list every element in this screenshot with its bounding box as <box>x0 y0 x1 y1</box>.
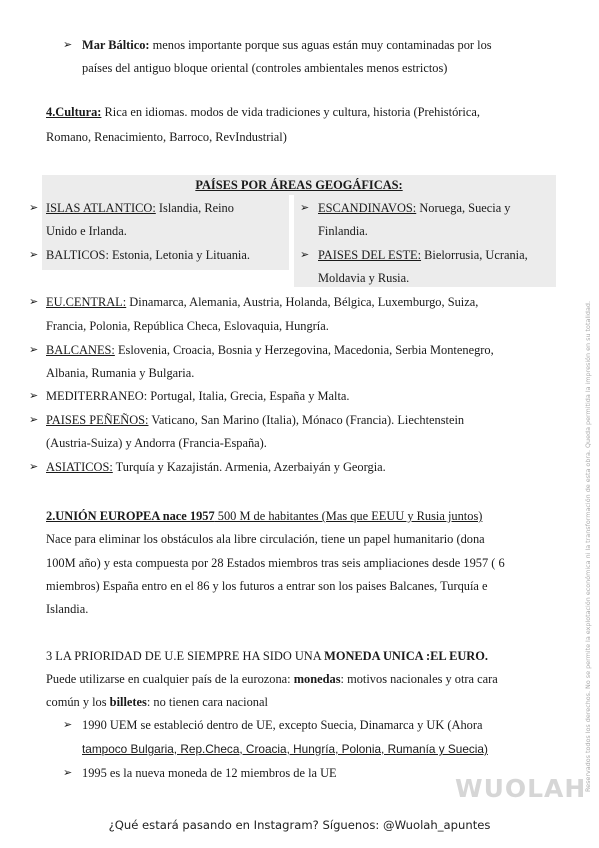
baltic-sea-line-1 <box>82 37 492 53</box>
currency-text: común y los <box>46 695 110 709</box>
area-label: PAISES PEÑEÑOS: <box>46 413 149 427</box>
area-text: Eslovenia, Croacia, Bosnia y Herzegovina, Macedonia, Serbia Montenegro, <box>114 343 494 357</box>
currency-bullet-1995: 1995 es la nueva moneda de 12 miembros de la UE <box>82 766 337 780</box>
eu-heading-bold: 2.UNIÓN EUROPEA nace 1957 <box>46 509 215 523</box>
area-text: Vaticano, San Marino (Italia), Mónaco (Francia). Liechtenstein <box>148 413 465 427</box>
area-text: Dinamarca, Alemania, Austria, Holanda, Bélgica, Luxemburgo, Suiza, <box>126 295 479 309</box>
currency-line-2 <box>46 694 268 710</box>
currency-line-1 <box>46 671 498 687</box>
currency-bullet-1990-cont: tampoco Bulgaria, Rep.Checa, Croacia, Hungría, Polonia, Rumanía y Suecia) <box>82 742 488 756</box>
arrow-bullet-icon: ➢ <box>29 460 39 473</box>
currency-text: : motivos nacionales y otra cara <box>340 672 498 686</box>
area-label: BALTICOS: <box>46 248 109 262</box>
area-item-scandinavia-cont: Finlandia. <box>318 224 368 238</box>
culture-heading: 4.Cultura: <box>46 105 102 119</box>
area-item-central-cont: Francia, Polonia, República Checa, Eslovaquia, Hungría. <box>46 319 329 333</box>
arrow-bullet-icon: ➢ <box>29 201 39 214</box>
area-label: ESCANDINAVOS: <box>318 201 417 215</box>
area-item-east-cont: Moldavia y Rusia. <box>318 271 410 285</box>
culture-paragraph-line-1 <box>46 104 480 120</box>
area-label: BALCANES: <box>46 343 115 357</box>
eu-heading <box>46 508 482 524</box>
area-item-asian <box>46 459 386 475</box>
eu-paragraph-line: 100M año) y esta compuesta por 28 Estados miembros tras seis ampliaciones desde 1957 ( 6 <box>46 556 505 570</box>
arrow-bullet-icon: ➢ <box>63 766 73 779</box>
area-item-small-cont: (Austria-Suiza) y Andorra (Francia-España). <box>46 436 267 450</box>
area-item-balkans <box>46 342 494 358</box>
arrow-bullet-icon: ➢ <box>63 718 73 731</box>
area-item-central <box>46 294 478 310</box>
currency-heading <box>46 648 488 664</box>
currency-heading-b: MONEDA UNICA :EL EURO. <box>324 649 488 663</box>
area-text: Bielorrusia, Ucrania, <box>421 248 528 262</box>
currency-text: Puede utilizarse en cualquier país de la eurozona: <box>46 672 294 686</box>
area-item-atlantic <box>46 200 234 216</box>
currency-coins: monedas <box>293 672 341 686</box>
area-label: EU.CENTRAL: <box>46 295 127 309</box>
currency-bills: billetes <box>109 695 147 709</box>
baltic-sea-line-2: países del antiguo bloque oriental (controles ambientales menos estrictos) <box>82 61 448 75</box>
area-item-baltic <box>46 247 250 263</box>
area-text: Portugal, Italia, Grecia, España y Malta. <box>147 389 350 403</box>
currency-text: : no tienen cara nacional <box>146 695 268 709</box>
currency-bullet-1990: 1990 UEM se estableció dentro de UE, excepto Suecia, Dinamarca y UK (Ahora <box>82 718 483 732</box>
area-label: ISLAS ATLANTICO: <box>46 201 156 215</box>
area-label: MEDITERRANEO: <box>46 389 148 403</box>
area-label: ASIATICOS: <box>46 460 113 474</box>
eu-heading-rest: 500 M de habitantes (Mas que EEUU y Rusia juntos) <box>214 509 483 523</box>
wuolah-logo: WUOLAH <box>455 774 587 803</box>
area-item-east <box>318 247 528 263</box>
culture-text: Rica en idiomas. modos de vida tradiciones y cultura, historia (Prehistórica, <box>101 105 480 119</box>
arrow-bullet-icon: ➢ <box>300 248 310 261</box>
baltic-sea-text: menos importante porque sus aguas están muy contaminadas por los <box>149 38 492 52</box>
area-text: Estonia, Letonia y Lituania. <box>108 248 250 262</box>
eu-paragraph-line: Islandia. <box>46 602 89 616</box>
arrow-bullet-icon: ➢ <box>29 248 39 261</box>
arrow-bullet-icon: ➢ <box>29 295 39 308</box>
arrow-bullet-icon: ➢ <box>63 38 73 51</box>
areas-title: PAÍSES POR ÁREAS GEOGÁFICAS: <box>195 178 403 192</box>
arrow-bullet-icon: ➢ <box>29 343 39 356</box>
culture-paragraph-line-2: Romano, Renacimiento, Barroco, RevIndustrial) <box>46 130 287 144</box>
area-item-atlantic-cont: Unido e Irlanda. <box>46 224 127 238</box>
area-text: Turquía y Kazajistán. Armenia, Azerbaiyán y Georgia. <box>112 460 386 474</box>
eu-paragraph-line: Nace para eliminar los obstáculos ala libre circulación, tiene un papel humanitario (dona <box>46 532 485 546</box>
footer-instagram-link[interactable]: ¿Qué estará pasando en Instagram? Síguenos: @Wuolah_apuntes <box>108 818 491 832</box>
currency-heading-a: 3 LA PRIORIDAD DE U.E SIEMPRE HA SIDO UNA <box>46 649 325 663</box>
eu-paragraph-line: miembros) España entro en el 86 y los futuros a entrar son los paises Balcanes, Turquía e <box>46 579 488 593</box>
copyright-side-text-content: Reservados todos los derechos. No se permite la explotación económica ni la transformación de esta obra. Queda permitida la impresión en su totalidad. <box>584 301 592 792</box>
baltic-sea-label: Mar Báltico: <box>82 38 150 52</box>
arrow-bullet-icon: ➢ <box>29 413 39 426</box>
area-text: Noruega, Suecia y <box>416 201 511 215</box>
area-item-balkans-cont: Albania, Rumania y Bulgaria. <box>46 366 195 380</box>
copyright-side-text <box>583 236 593 792</box>
area-item-mediterranean <box>46 388 350 404</box>
area-item-scandinavia <box>318 200 511 216</box>
area-text: Islandia, Reino <box>155 201 234 215</box>
arrow-bullet-icon: ➢ <box>300 201 310 214</box>
arrow-bullet-icon: ➢ <box>29 389 39 402</box>
area-item-small <box>46 412 464 428</box>
area-label: PAISES DEL ESTE: <box>318 248 422 262</box>
